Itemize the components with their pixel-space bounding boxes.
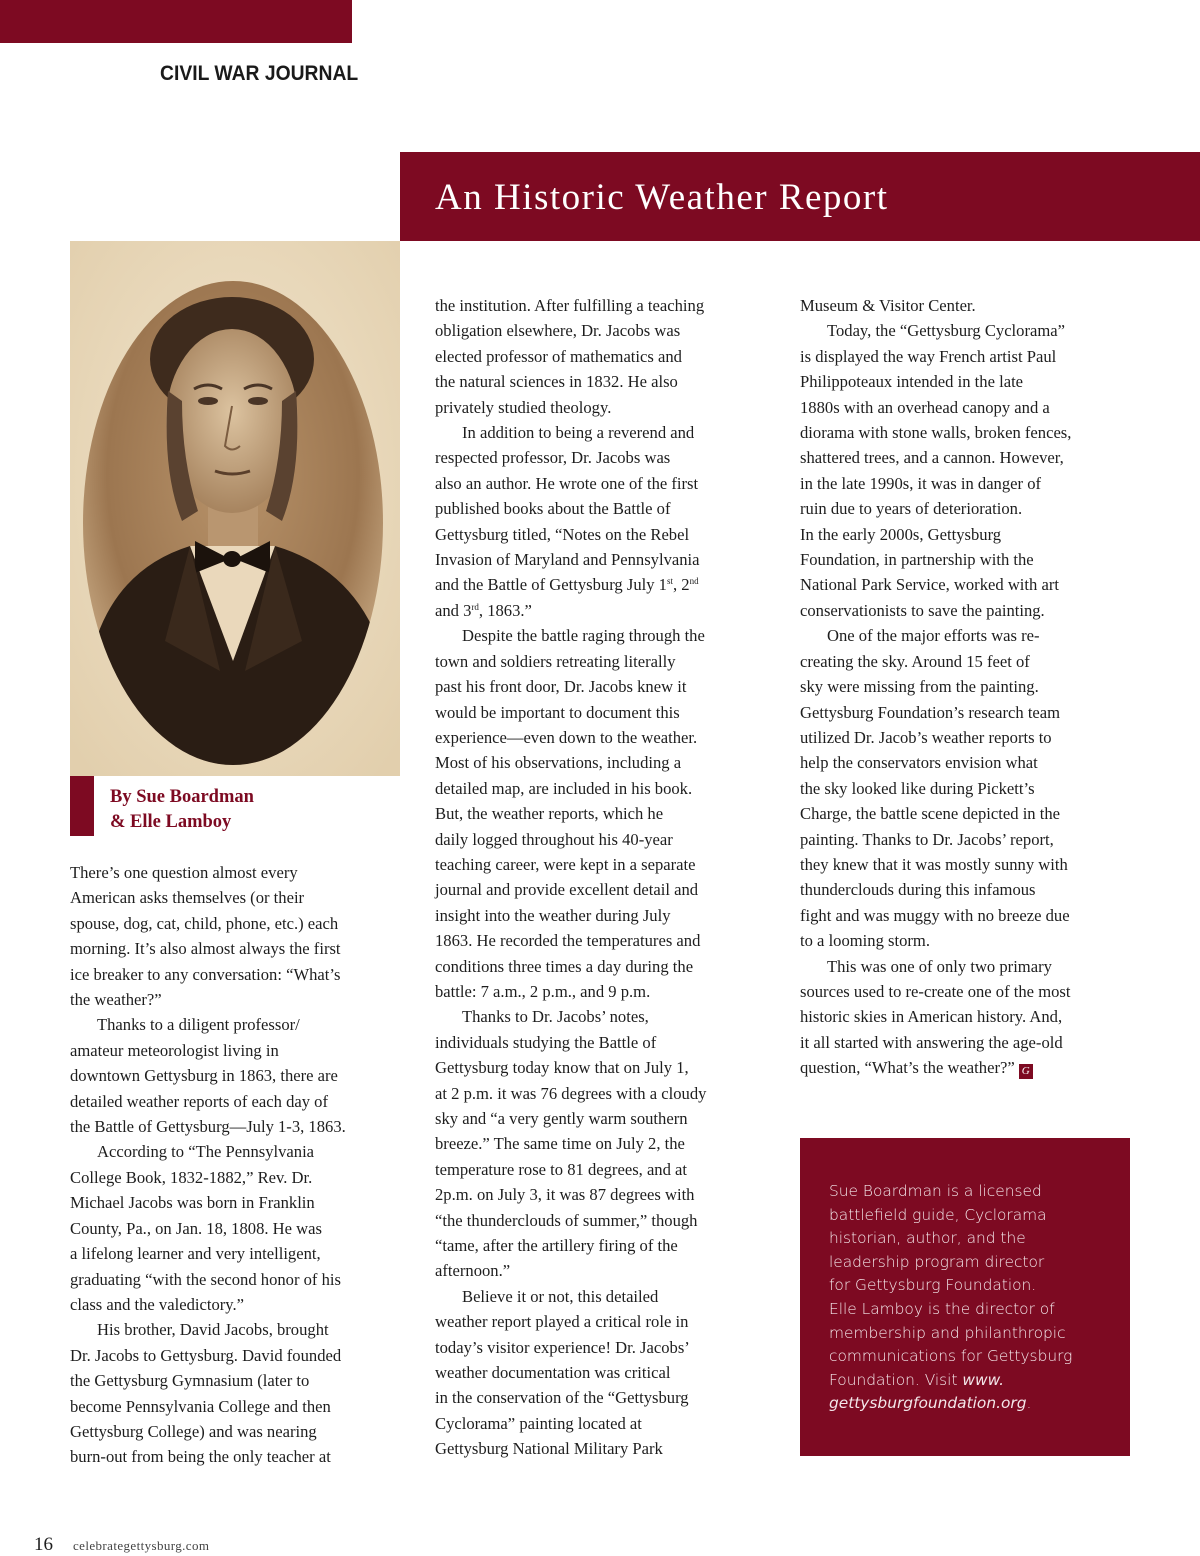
- top-accent-bar: [0, 0, 352, 43]
- text-line: obligation elsewhere, Dr. Jacobs was: [435, 321, 681, 341]
- byline: [110, 785, 254, 835]
- text-line: Most of his observations, including a: [435, 753, 682, 773]
- paragraph: [435, 420, 770, 623]
- text-line: graduating “with the second honor of his: [70, 1269, 341, 1289]
- text-line: the institution. After fulfilling a teaching: [435, 296, 705, 315]
- text-line: the weather?”: [70, 990, 162, 1010]
- text-line: the Gettysburg Gymnasium (later to: [70, 1371, 310, 1391]
- footer-site: celebrategettysburg.com: [73, 1538, 210, 1553]
- paragraph: [800, 293, 1135, 318]
- text-line: ice breaker to any conversation: “What’s: [70, 964, 341, 984]
- text-line: privately studied theology.: [435, 397, 612, 417]
- text-line: afternoon.”: [435, 1261, 511, 1281]
- text-line: This was one of only two primary: [827, 956, 1052, 976]
- paragraph: [70, 1317, 405, 1469]
- text-line-dates: and the Battle of Gettysburg July 1st, 2nd: [435, 575, 699, 595]
- text-line: past his front door, Dr. Jacobs knew it: [435, 677, 687, 697]
- bio-line: leadership program director: [829, 1252, 1045, 1271]
- paragraph: [800, 954, 1135, 1081]
- text-line: insight into the weather during July: [435, 905, 671, 925]
- text-line: town and soldiers retreating literally: [435, 651, 676, 671]
- text-line: 2p.m. on July 3, it was 87 degrees with: [435, 1185, 695, 1205]
- text-line: is displayed the way French artist Paul: [800, 346, 1057, 366]
- text-line: In the early 2000s, Gettysburg: [800, 524, 1002, 544]
- bio-line: Sue Boardman is a licensed: [829, 1182, 1042, 1200]
- text-line: Cyclorama” painting located at: [435, 1413, 642, 1433]
- byline-accent-bar: [70, 776, 94, 836]
- text-line: respected professor, Dr. Jacobs was: [435, 448, 671, 468]
- text-line: teaching career, were kept in a separate: [435, 854, 696, 874]
- text-line: sources used to re-create one of the most: [800, 981, 1071, 1001]
- text-line: diorama with stone walls, broken fences,: [800, 423, 1072, 443]
- text-line: painting. Thanks to Dr. Jacobs’ report,: [800, 829, 1054, 849]
- text-line: also an author. He wrote one of the first: [435, 473, 699, 493]
- text-line: Gettysburg National Military Park: [435, 1439, 663, 1459]
- text-line: downtown Gettysburg in 1863, there are: [70, 1066, 338, 1086]
- text-line: a lifelong learner and very intelligent,: [70, 1244, 321, 1264]
- article-column-3: [800, 293, 1135, 1081]
- text-line: According to “The Pennsylvania: [97, 1142, 315, 1162]
- text-line-final: question, “What’s the weather?” G: [800, 1055, 1135, 1080]
- text-line: sky and “a very gently warm southern: [435, 1109, 688, 1128]
- section-label: CIVIL WAR JOURNAL: [160, 62, 359, 85]
- bio-line: membership and philanthropic: [829, 1323, 1066, 1342]
- text-line: to a looming storm.: [800, 931, 930, 951]
- text-line: conditions three times a day during the: [435, 956, 694, 976]
- text-line: 1863. He recorded the temperatures and: [435, 931, 701, 951]
- byline-line: By Sue Boardman: [110, 787, 254, 807]
- text-line: in the conservation of the “Gettysburg: [435, 1388, 689, 1408]
- text-line: the Battle of Gettysburg—July 1-3, 1863.: [70, 1117, 346, 1137]
- website-link[interactable]: gettysburgfoundation.org: [829, 1394, 1027, 1413]
- portrait-image: [70, 241, 400, 776]
- text-line: County, Pa., on Jan. 18, 1808. He was: [70, 1218, 322, 1238]
- text-line: weather report played a critical role in: [435, 1312, 689, 1332]
- end-mark-icon: G: [1019, 1064, 1033, 1079]
- byline-line: & Elle Lamboy: [110, 812, 232, 832]
- text-line: journal and provide excellent detail and: [435, 880, 699, 900]
- article-title: An Historic Weather Report: [435, 177, 889, 218]
- text-line-dates: and 3rd, 1863.”: [435, 600, 532, 620]
- author-bio: [829, 1180, 1119, 1416]
- paragraph: [435, 293, 770, 420]
- text-line: Gettysburg titled, “Notes on the Rebel: [435, 524, 690, 544]
- article-column-2: [435, 293, 770, 1462]
- text-line: become Pennsylvania College and then: [70, 1396, 331, 1416]
- text-line: they knew that it was mostly sunny with: [800, 854, 1068, 874]
- text-line: Gettysburg College) and was nearing: [70, 1421, 317, 1441]
- text-line: Despite the battle raging through the: [462, 626, 705, 646]
- text-line: Michael Jacobs was born in Franklin: [70, 1193, 315, 1213]
- text-line: it all started with answering the age-old: [800, 1032, 1063, 1052]
- text-line: temperature rose to 81 degrees, and at: [435, 1159, 688, 1179]
- text-line: shattered trees, and a cannon. However,: [800, 448, 1064, 468]
- text-line: detailed weather reports of each day of: [70, 1091, 328, 1111]
- text-line: historic skies in American history. And,: [800, 1007, 1063, 1027]
- paragraph: [800, 318, 1135, 623]
- article-column-1: [70, 860, 405, 1470]
- text-line: would be important to document this: [435, 702, 680, 722]
- paragraph: [435, 1004, 770, 1283]
- paragraph: [435, 623, 770, 1004]
- text-line: American asks themselves (or their: [70, 888, 305, 908]
- text-line: “the thunderclouds of summer,” though: [435, 1210, 698, 1230]
- text-line: class and the valedictory.”: [70, 1294, 245, 1314]
- text-line: fight and was muggy with no breeze due: [800, 905, 1070, 925]
- bio-line: gettysburgfoundation.org.: [829, 1394, 1032, 1413]
- text-line: Believe it or not, this detailed: [462, 1286, 659, 1306]
- text-line: 1880s with an overhead canopy and a: [800, 397, 1050, 417]
- bio-line: battlefield guide, Cyclorama: [829, 1205, 1047, 1224]
- text-line: Gettysburg today know that on July 1,: [435, 1058, 689, 1078]
- text-line: in the late 1990s, it was in danger of: [800, 473, 1042, 493]
- text-line: One of the major efforts was re-: [827, 626, 1040, 646]
- paragraph: [70, 1012, 405, 1139]
- paragraph: [70, 860, 405, 1012]
- text-line: There’s one question almost every: [70, 863, 298, 882]
- text-line: today’s visitor experience! Dr. Jacobs’: [435, 1337, 690, 1357]
- text-line: conservationists to save the painting.: [800, 600, 1045, 620]
- text-line: weather documentation was critical: [435, 1363, 671, 1383]
- bio-line: Foundation. Visit www.: [829, 1370, 1005, 1389]
- text-line: Today, the “Gettysburg Cyclorama”: [827, 321, 1065, 341]
- website-link[interactable]: www.: [962, 1370, 1005, 1389]
- text-line: individuals studying the Battle of: [435, 1032, 657, 1052]
- text-line: the natural sciences in 1832. He also: [435, 372, 678, 392]
- text-line: Dr. Jacobs to Gettysburg. David founded: [70, 1345, 342, 1365]
- text-line: battle: 7 a.m., 2 p.m., and 9 p.m.: [435, 981, 651, 1001]
- text-line: “tame, after the artillery firing of the: [435, 1236, 678, 1256]
- text-line: elected professor of mathematics and: [435, 346, 682, 366]
- text-line: National Park Service, worked with art: [800, 575, 1059, 595]
- text-line: Charge, the battle scene depicted in the: [800, 804, 1061, 824]
- text-line: sky were missing from the painting.: [800, 677, 1039, 697]
- text-line: utilized Dr. Jacob’s weather reports to: [800, 727, 1052, 747]
- text-line: thunderclouds during this infamous: [800, 880, 1036, 900]
- text-line: morning. It’s also almost always the first: [70, 939, 341, 959]
- page-number: 16: [34, 1534, 53, 1555]
- text-line: But, the weather reports, which he: [435, 804, 664, 824]
- text-line: breeze.” The same time on July 2, the: [435, 1134, 685, 1154]
- paragraph: [435, 1284, 770, 1462]
- text-line: ruin due to years of deterioration.: [800, 499, 1023, 519]
- text-line: Philippoteaux intended in the late: [800, 372, 1024, 392]
- text-line: published books about the Battle of: [435, 499, 671, 519]
- text-line: burn-out from being the only teacher at: [70, 1447, 331, 1467]
- text-line: His brother, David Jacobs, brought: [97, 1320, 329, 1340]
- text-line: Thanks to a diligent professor/: [97, 1015, 300, 1035]
- text-line: Museum & Visitor Center.: [800, 296, 976, 315]
- text-line: In addition to being a reverend and: [462, 423, 695, 443]
- bio-line: communications for Gettysburg: [829, 1347, 1073, 1366]
- text-line: daily logged throughout his 40-year: [435, 829, 673, 849]
- text-line: experience—even down to the weather.: [435, 727, 698, 747]
- text-line: Foundation, in partnership with the: [800, 550, 1034, 570]
- text-line: creating the sky. Around 15 feet of: [800, 651, 1030, 671]
- text-line: Invasion of Maryland and Pennsylvania: [435, 550, 700, 570]
- text-line: spouse, dog, cat, child, phone, etc.) each: [70, 913, 339, 933]
- text-line: help the conservators envision what: [800, 753, 1038, 773]
- text-line: at 2 p.m. it was 76 degrees with a cloudy: [435, 1083, 707, 1103]
- paragraph: [70, 1139, 405, 1317]
- text-line: the sky looked like during Pickett’s: [800, 778, 1035, 798]
- bio-line: historian, author, and the: [829, 1229, 1026, 1248]
- text-line: amateur meteorologist living in: [70, 1040, 279, 1060]
- paragraph: [800, 623, 1135, 953]
- bio-line: for Gettysburg Foundation.: [829, 1276, 1037, 1295]
- text-line: detailed map, are included in his book.: [435, 778, 693, 798]
- text-line: Gettysburg Foundation’s research team: [800, 702, 1061, 722]
- text-line: Thanks to Dr. Jacobs’ notes,: [462, 1007, 649, 1027]
- bio-line: Elle Lamboy is the director of: [829, 1299, 1055, 1318]
- text-line: College Book, 1832-1882,” Rev. Dr.: [70, 1167, 313, 1187]
